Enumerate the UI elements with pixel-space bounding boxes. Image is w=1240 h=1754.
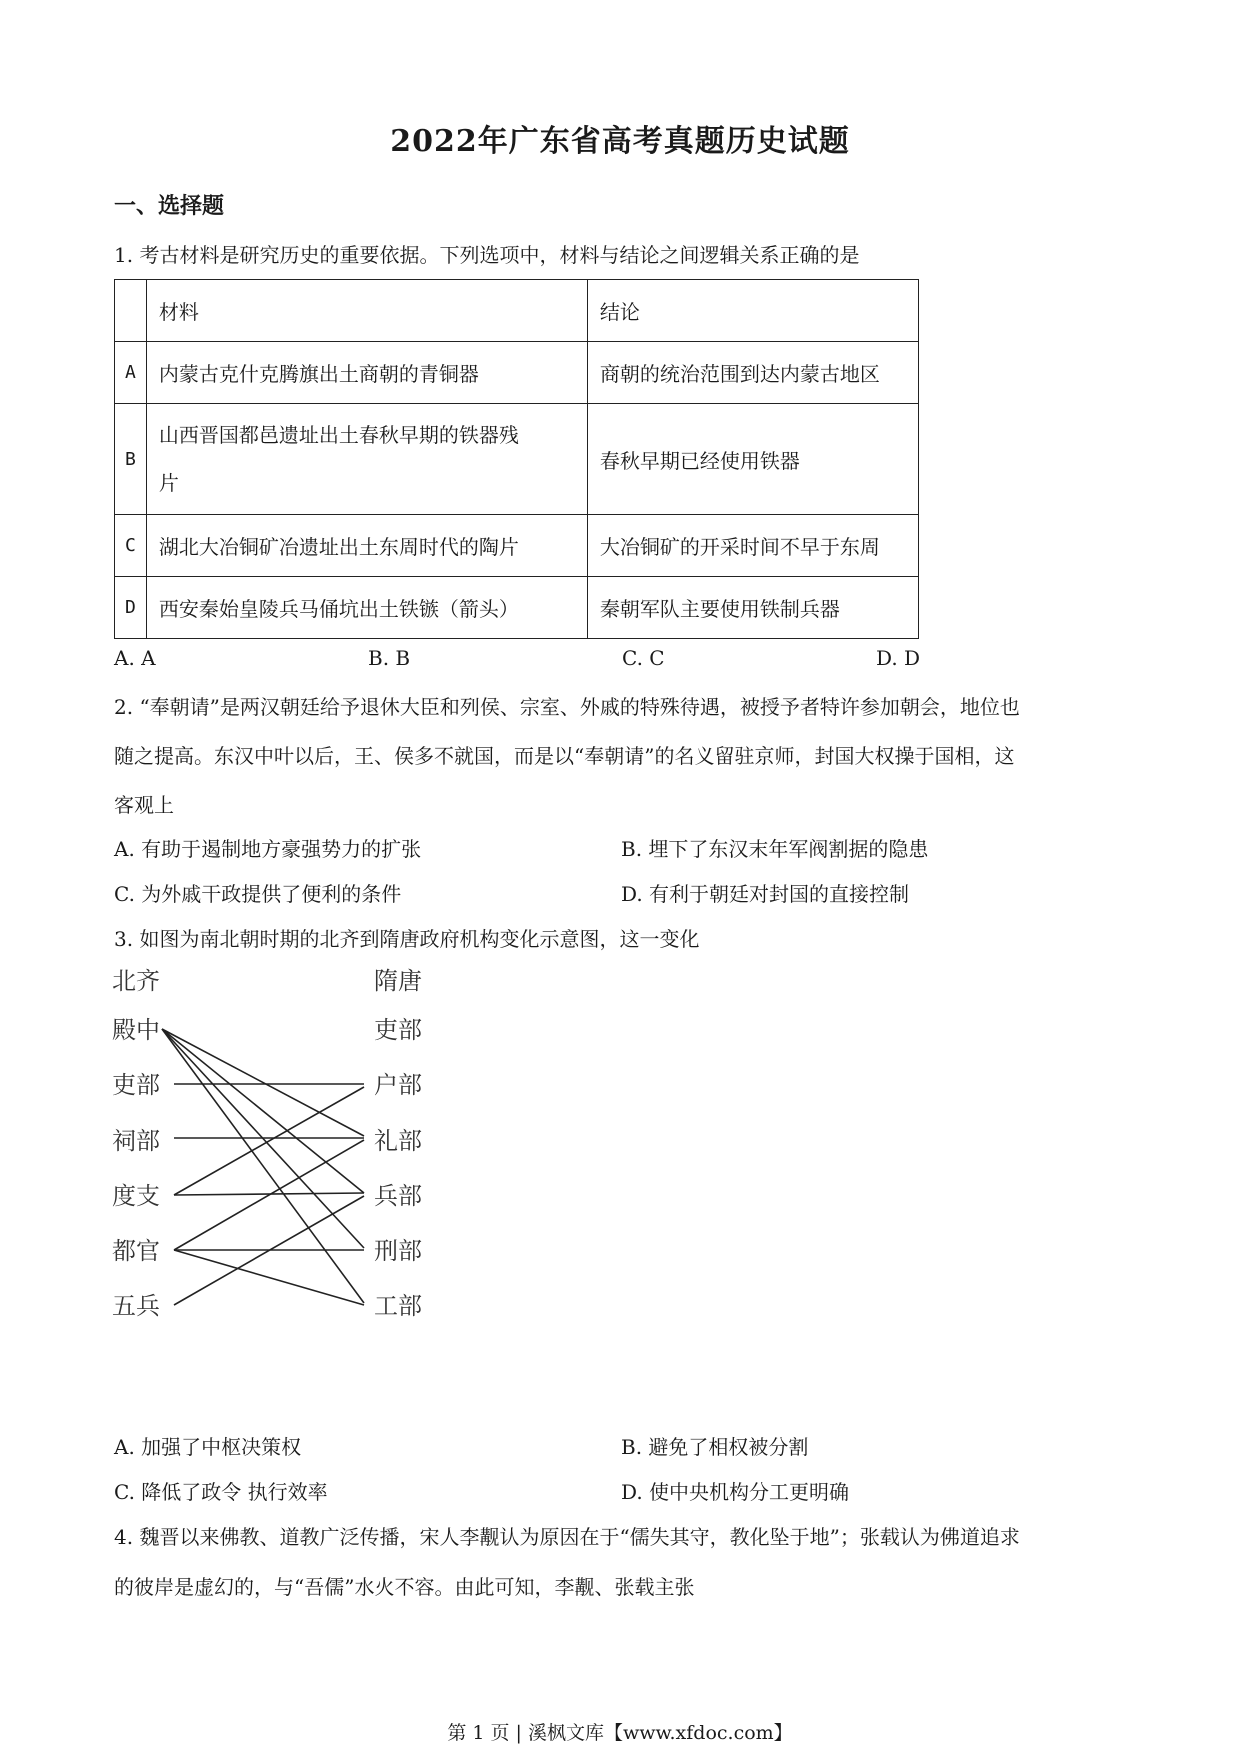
question-3-option-d: D. 使中央机构分工更明确	[621, 1480, 850, 1504]
row-letter: C	[115, 515, 147, 577]
diagram-left-item: 度支	[112, 1182, 160, 1210]
row-material-line-1: 山西晋国都邑遗址出土春秋早期的铁器残	[158, 423, 519, 447]
question-1-option-b: B. B	[368, 646, 411, 670]
table-row	[115, 404, 919, 515]
row-conclusion: 大冶铜矿的开采时间不早于东周	[587, 515, 918, 577]
table-row	[115, 515, 919, 577]
diagram-right-title: 隋唐	[374, 967, 422, 995]
question-4-stem-line-1: 4. 魏晋以来佛教、道教广泛传播，宋人李觏认为原因在于“儒失其守，教化坠于地”；张载认为佛道追求	[114, 1525, 1020, 1549]
diagram-right-item: 刑部	[374, 1237, 422, 1265]
table-header-empty	[115, 280, 147, 342]
row-material	[146, 404, 587, 515]
diagram-left-item: 殿中	[112, 1016, 160, 1044]
row-material: 湖北大冶铜矿冶遗址出土东周时代的陶片	[146, 515, 587, 577]
diagram-right-item: 吏部	[374, 1016, 422, 1044]
connector-line	[162, 1029, 364, 1303]
question-1-table	[114, 279, 919, 639]
question-4-stem-line-2: 的彼岸是虚幻的，与“吾儒”水火不容。由此可知，李觏、张载主张	[114, 1575, 695, 1599]
table-header-conclusion: 结论	[587, 280, 918, 342]
diagram-left-item: 都官	[112, 1237, 160, 1265]
row-conclusion: 商朝的统治范围到达内蒙古地区	[587, 342, 918, 404]
question-2-stem-line-1: 2. “奉朝请”是两汉朝廷给予退休大臣和列侯、宗室、外戚的特殊待遇，被授予者特许参加朝会，地位也	[114, 695, 1020, 719]
diagram-right-item: 兵部	[374, 1182, 422, 1210]
question-3-option-b: B. 避免了相权被分割	[621, 1435, 809, 1459]
table-header-material: 材料	[146, 280, 587, 342]
question-2-stem-line-2: 随之提高。东汉中叶以后，王、侯多不就国，而是以“奉朝请”的名义留驻京师，封国大权操于国相，这	[114, 744, 1015, 768]
row-conclusion: 春秋早期已经使用铁器	[587, 404, 918, 515]
diagram-left-item: 祠部	[112, 1127, 160, 1155]
question-2-option-c: C. 为外戚干政提供了便利的条件	[114, 882, 402, 906]
row-conclusion: 秦朝军队主要使用铁制兵器	[587, 577, 918, 639]
page-footer: 第 1 页 | 溪枫文库【www.xfdoc.com】	[447, 1722, 793, 1744]
question-1-stem: 1. 考古材料是研究历史的重要依据。下列选项中，材料与结论之间逻辑关系正确的是	[114, 243, 860, 267]
question-3-option-c: C. 降低了政令 执行效率	[114, 1480, 328, 1504]
diagram-right-item: 户部	[374, 1071, 422, 1099]
question-2-option-d: D. 有利于朝廷对封国的直接控制	[621, 882, 910, 906]
connector-line	[162, 1029, 364, 1193]
connector-line	[174, 1250, 364, 1305]
diagram-right-item: 工部	[374, 1292, 422, 1320]
question-2-stem-line-3: 客观上	[114, 793, 174, 817]
page-title: 2022年广东省高考真题历史试题	[390, 124, 850, 159]
section-heading: 一、选择题	[114, 193, 225, 219]
question-3-stem: 3. 如图为南北朝时期的北齐到隋唐政府机构变化示意图，这一变化	[114, 927, 700, 951]
diagram-left-title: 北齐	[112, 967, 160, 995]
row-letter: A	[115, 342, 147, 404]
connector-line	[162, 1029, 364, 1136]
question-3-option-a: A. 加强了中枢决策权	[114, 1435, 302, 1459]
question-1-option-a: A. A	[114, 646, 156, 670]
table-row	[115, 577, 919, 639]
row-material-line-2: 片	[158, 471, 179, 495]
diagram-left-item: 五兵	[112, 1292, 160, 1320]
table-header-row	[115, 280, 919, 342]
question-2-option-a: A. 有助于遏制地方豪强势力的扩张	[114, 837, 422, 861]
question-1-option-c: C. C	[622, 646, 665, 670]
row-letter: B	[115, 404, 147, 515]
government-structure-diagram	[112, 960, 452, 1320]
question-1-option-d: D. D	[876, 646, 921, 670]
connector-line	[174, 1087, 364, 1195]
table-row	[115, 342, 919, 404]
question-2-option-b: B. 埋下了东汉末年军阀割据的隐患	[621, 837, 929, 861]
diagram-left-item: 吏部	[112, 1071, 160, 1099]
row-material: 西安秦始皇陵兵马俑坑出土铁镞（箭头）	[146, 577, 587, 639]
row-letter: D	[115, 577, 147, 639]
diagram-right-item: 礼部	[374, 1127, 422, 1155]
row-material: 内蒙古克什克腾旗出土商朝的青铜器	[146, 342, 587, 404]
